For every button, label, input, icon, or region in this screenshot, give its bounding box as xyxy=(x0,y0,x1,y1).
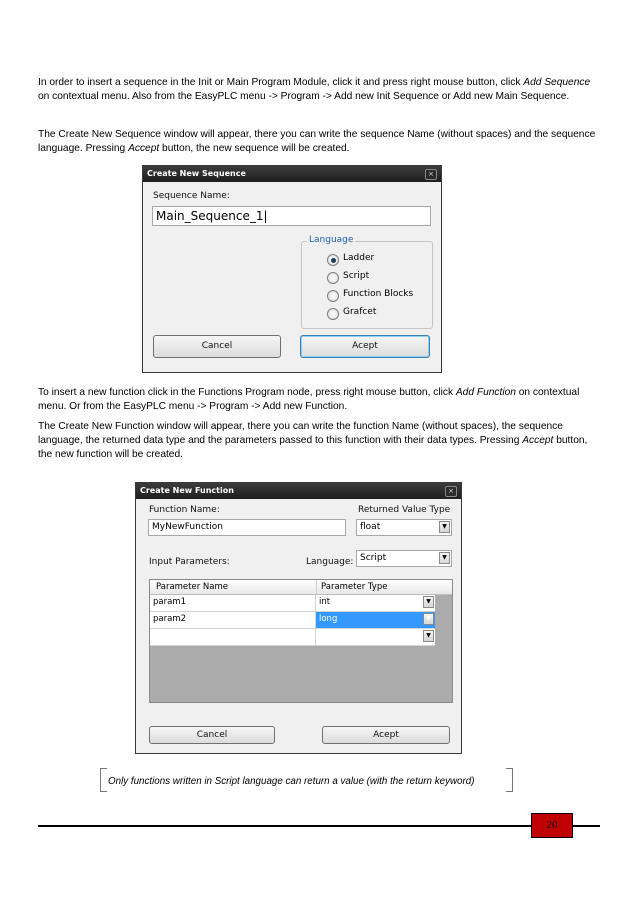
parameter-type-cell[interactable] xyxy=(316,595,435,611)
parameter-name-cell[interactable]: param2 xyxy=(150,612,316,628)
close-icon[interactable]: × xyxy=(445,486,457,497)
table-row[interactable] xyxy=(150,595,435,612)
chevron-down-icon[interactable]: ▼ xyxy=(423,596,434,608)
note-bracket-left xyxy=(100,768,107,792)
language-label: Language: xyxy=(306,557,354,567)
grid-header xyxy=(150,580,452,595)
text: The Create New Sequence window will appear, there you can write the sequence Name (without spaces) and the sequence language. Pressing xyxy=(38,129,596,154)
radio-label: Grafcet xyxy=(343,307,377,317)
function-name-label: Function Name: xyxy=(149,505,220,515)
parameter-type-value: long xyxy=(319,614,338,624)
cancel-button[interactable]: Cancel xyxy=(153,335,281,358)
dialog-title: Create New Function xyxy=(136,483,461,499)
language-value: Script xyxy=(360,553,387,563)
emphasis-add-function: Add Function xyxy=(455,387,516,398)
parameter-type-value: int xyxy=(319,597,331,607)
radio-button[interactable] xyxy=(327,272,339,284)
text: To insert a new function click in the Functions Program node, press right mouse button, click xyxy=(38,387,456,398)
parameter-type-cell[interactable] xyxy=(316,612,435,628)
text: on contextual menu. Or from the EasyPLC menu -> Program -> Add new Function. xyxy=(38,387,580,412)
emphasis-accept: Accept xyxy=(522,435,554,446)
paragraph-add-sequence xyxy=(38,76,598,104)
table-row[interactable] xyxy=(150,629,435,646)
returned-value-type-label: Returned Value Type xyxy=(358,505,451,515)
language-select[interactable] xyxy=(356,550,452,567)
text: In order to insert a sequence in the Init or Main Program Module, click it and press right mouse button, click xyxy=(38,77,524,88)
close-icon[interactable]: × xyxy=(425,169,437,180)
parameter-name-cell[interactable] xyxy=(150,629,316,645)
sequence-name-label: Sequence Name: xyxy=(153,191,230,201)
chevron-down-icon[interactable]: ▼ xyxy=(439,521,450,533)
radio-button[interactable] xyxy=(327,254,339,266)
create-new-sequence-dialog xyxy=(142,165,442,373)
paragraph-create-sequence-window xyxy=(38,128,598,156)
radio-button[interactable] xyxy=(327,290,339,302)
returned-type-value: float xyxy=(360,522,381,532)
paragraph-add-function xyxy=(38,386,598,414)
text: button, the new sequence will be created. xyxy=(159,143,350,154)
radio-label: Script xyxy=(343,271,370,281)
create-new-function-dialog xyxy=(135,482,462,754)
footer-rule xyxy=(38,825,600,827)
text: button, the new function will be created. xyxy=(38,435,588,460)
radio-label: Function Blocks xyxy=(343,289,414,299)
chevron-down-icon[interactable]: ▼ xyxy=(423,630,434,642)
returned-type-select[interactable] xyxy=(356,519,452,536)
emphasis-add-sequence: Add Sequence xyxy=(523,77,591,88)
accept-button[interactable]: Acept xyxy=(300,335,430,358)
sequence-name-value: Main_Sequence_1 xyxy=(156,209,264,223)
accept-button[interactable]: Acept xyxy=(322,726,450,744)
column-header-parameter-name[interactable]: Parameter Name xyxy=(156,582,229,592)
function-name-input[interactable]: MyNewFunction xyxy=(148,519,346,536)
table-row[interactable] xyxy=(150,612,435,629)
page-number: 20 xyxy=(531,813,573,838)
dialog-title: Create New Sequence xyxy=(143,166,441,182)
sequence-name-input[interactable]: Main_Sequence_1| xyxy=(152,206,431,226)
column-header-parameter-type[interactable]: Parameter Type xyxy=(321,582,388,592)
chevron-down-icon[interactable]: ▼ xyxy=(423,613,434,625)
radio-label: Ladder xyxy=(343,253,375,263)
emphasis-accept: Accept xyxy=(128,143,160,154)
parameter-name-cell[interactable]: param1 xyxy=(150,595,316,611)
text: on contextual menu. Also from the EasyPLC menu -> Program -> Add new Init Sequence or Add new Main Sequence. xyxy=(38,91,570,102)
parameter-type-cell[interactable] xyxy=(316,629,435,645)
paragraph-create-function-window xyxy=(38,420,598,462)
note-text: Only functions written in Script language can return a value (with the return keyword) xyxy=(108,776,475,787)
note-bracket-right xyxy=(506,768,513,792)
parameters-grid xyxy=(149,579,453,703)
chevron-down-icon[interactable]: ▼ xyxy=(439,552,450,564)
radio-button[interactable] xyxy=(327,308,339,320)
language-group-label: Language xyxy=(309,235,354,245)
input-parameters-label: Input Parameters: xyxy=(149,557,230,567)
cancel-button[interactable]: Cancel xyxy=(149,726,275,744)
text: The Create New Function window will appear, there you can write the function Name (without spaces), the sequence language, the returned data type and the parameters passed to this function with their data types. Pressing xyxy=(38,421,563,446)
